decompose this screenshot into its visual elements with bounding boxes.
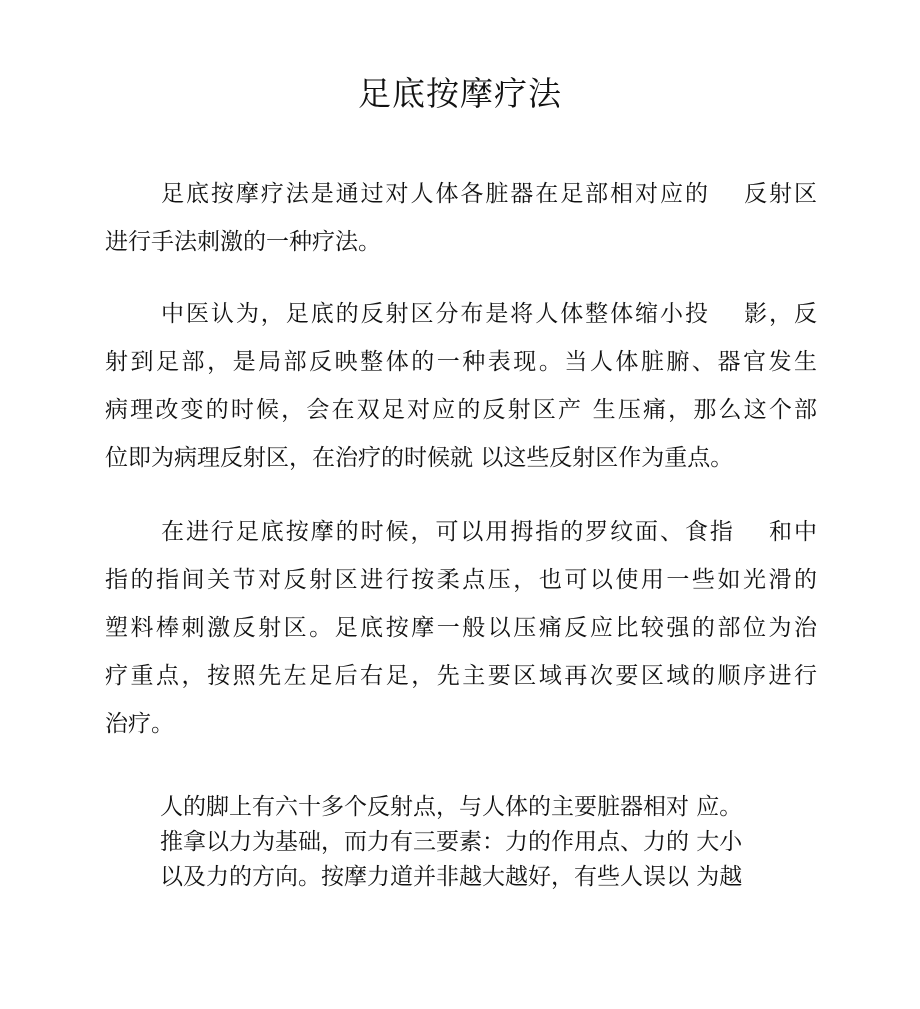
paragraph-line: 病理改变的时候，会在双足对应的反射区产 生压痛，那么这个部 — [105, 397, 817, 423]
paragraph-line: 进行手法刺激的一种疗法。 — [105, 229, 381, 255]
paragraph-line: 推拿以力为基础，而力有三要素：力的作用点、力的 大小 — [160, 829, 743, 855]
paragraph-technique — [105, 508, 817, 748]
paragraph-line: 人的脚上有六十多个反射点，与人体的主要脏器相对 应。 — [160, 794, 743, 820]
paragraph-line: 塑料棒刺激反射区。足底按摩一般以压痛反应比较强的部位为治 — [105, 615, 817, 641]
paragraph-intro — [105, 170, 817, 266]
paragraph-line: 射到足部，是局部反映整体的一种表现。当人体脏腑、器官发生 — [105, 349, 817, 375]
paragraph-line: 足底按摩疗法是通过对人体各脏器在足部相对应的 反射区 — [161, 181, 817, 207]
paragraph-line: 中医认为，足底的反射区分布是将人体整体缩小投 影，反 — [161, 301, 817, 327]
paragraph-line: 位即为病理反射区，在治疗的时候就 以这些反射区作为重点。 — [105, 445, 734, 471]
paragraph-reflex-points — [160, 790, 800, 895]
paragraph-line: 治疗。 — [105, 711, 174, 737]
paragraph-tcm-theory — [105, 290, 817, 482]
paragraph-line: 指的指间关节对反射区进行按柔点压，也可以使用一些如光滑的 — [105, 567, 817, 593]
document-title: 足底按摩疗法 — [358, 74, 562, 113]
paragraph-line: 在进行足底按摩的时候，可以用拇指的罗纹面、食指 和中 — [161, 519, 817, 545]
paragraph-line: 疗重点，按照先左足后右足，先主要区域再次要区域的顺序进行 — [105, 663, 817, 689]
paragraph-line: 以及力的方向。按摩力道并非越大越好，有些人误以 为越 — [160, 864, 743, 890]
